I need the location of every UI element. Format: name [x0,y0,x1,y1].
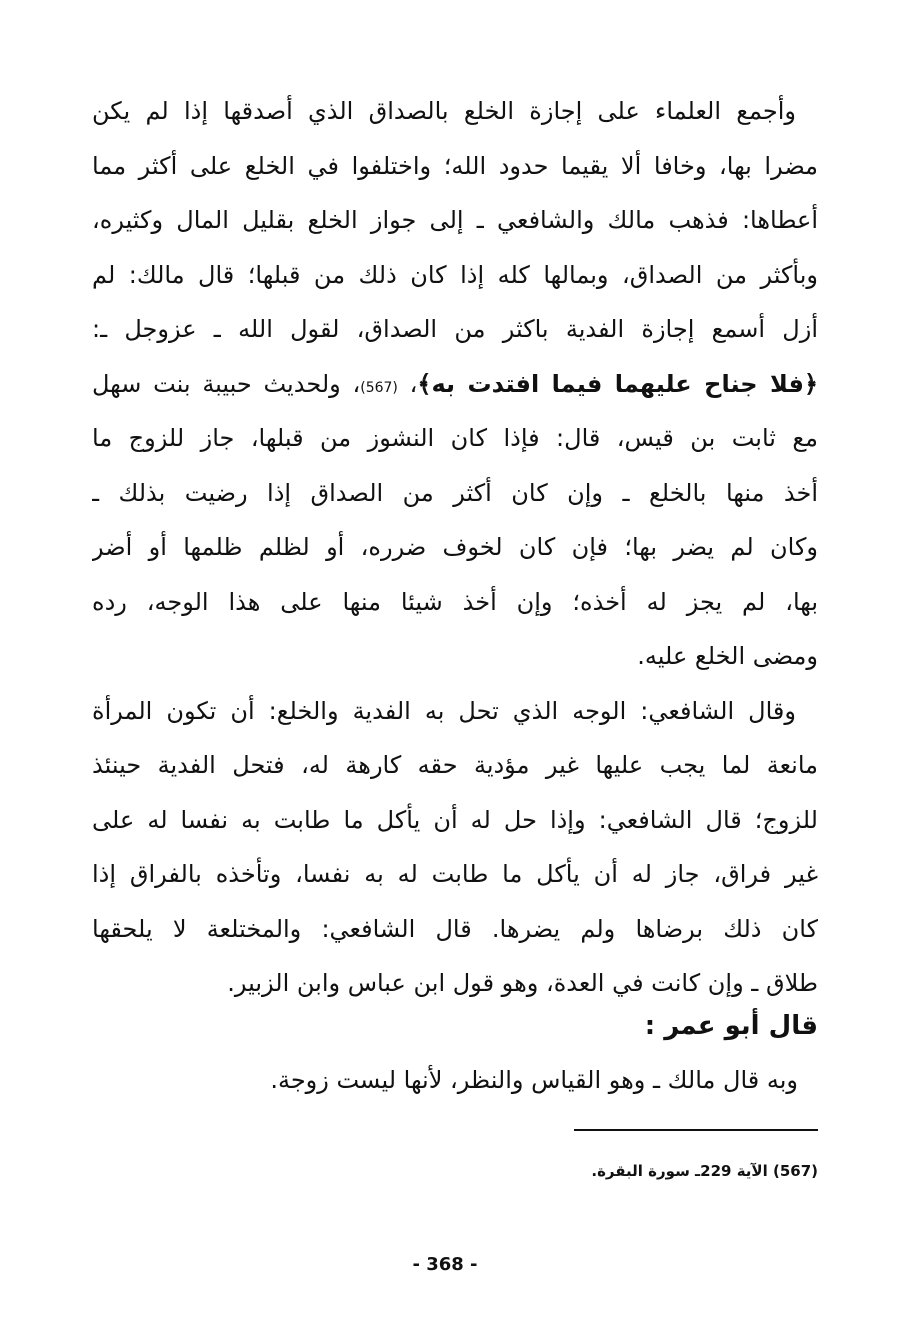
section-heading: قال أبو عمر : [644,1011,818,1041]
closing-line: وبه قال مالك ـ وهو القياس والنظر، لأنها ليست زوجة. [270,1066,798,1094]
paragraph-line: وأجمع العلماء على إجازة الخلع بالصداق الذي أصدقها إذا لم يكن [92,97,796,125]
verse-line-rest: ، ولحديث حبيبة بنت سهل [92,369,361,398]
paragraph-line: غير فراق، جاز له أن يأكل ما طابت له به نفسا، وتأخذه بالفراق إذا [92,860,818,888]
paragraph-line: وكان لم يضر بها؛ فإن كان لخوف ضرره، أو لظلم ظلمها أو أضر [92,533,818,561]
paragraph-line: بها، لم يجز له أخذه؛ وإن أخذ شيئا منها على هذا الوجه، رده [92,587,818,616]
quran-verse: ﴿فلا جناح عليهما فيما افتدت به﴾ [417,369,818,398]
main-text [92,84,818,1011]
paragraph-line: مانعة لما يجب عليها غير مؤدية حقه كارهة له، فتحل الفدية حينئذ [92,751,818,779]
footnote-divider [574,1129,818,1131]
paragraph-line: كان ذلك برضاها ولم يضرها. قال الشافعي: والمختلعة لا يلحقها [92,914,818,943]
footnote: (567) الآية 229ـ سورة البقرة. [591,1162,818,1180]
footnote-reference: (567) [360,379,398,396]
paragraph-line: مع ثابت بن قيس، قال: فإذا كان النشوز من قبلها، جاز للزوج ما [92,424,818,452]
verse-separator: ، [397,369,418,398]
paragraph-line: ومضى الخلع عليه. [637,642,818,670]
paragraph-line: للزوج؛ قال الشافعي: وإذا حل له أن يأكل ما طابت به نفسا له على [92,805,818,834]
paragraph-line: طلاق ـ وإن كانت في العدة، وهو قول ابن عباس وابن الزبير. [227,969,818,997]
paragraph-line: أخذ منها بالخلع ـ وإن كان أكثر من الصداق إذا رضيت بذلك ـ [92,478,818,507]
paragraph-line: أعطاها: فذهب مالك والشافعي ـ إلى جواز الخلع بقليل المال وكثيره، [92,206,818,234]
paragraph-line: وبأكثر من الصداق، وبمالها كله إذا كان ذلك من قبلها؛ قال مالك: لم [92,260,818,289]
paragraph-line: مضرا بها، وخافا ألا يقيما حدود الله؛ واختلفوا في الخلع على أكثر مما [92,151,818,180]
verse-line [92,357,818,412]
paragraph-line: وقال الشافعي: الوجه الذي تحل به الفدية والخلع: أن تكون المرأة [92,696,796,725]
page-number: - 368 - [412,1254,478,1275]
paragraph-line: أزل أسمع إجازة الفدية باكثر من الصداق، لقول الله ـ عزوجل ـ: [92,315,818,343]
